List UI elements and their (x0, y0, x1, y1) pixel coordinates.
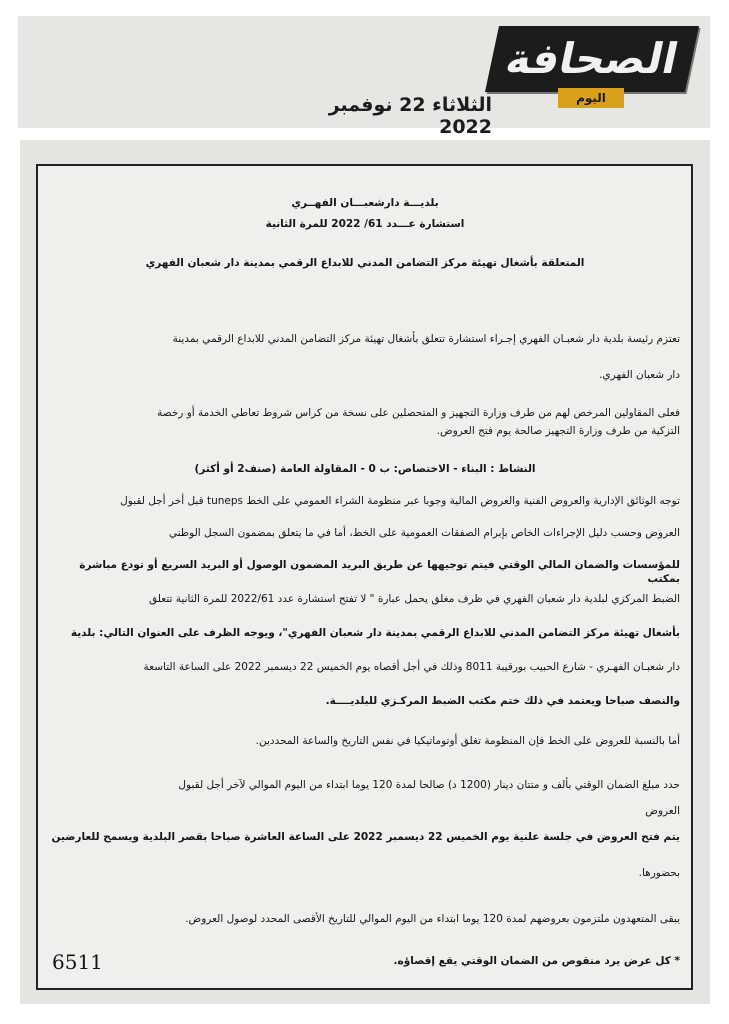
paragraph-3-line-2: العروض وحسب دليل الإجراءات الخاص بإبرام الصفقات العمومية على الخط، أما في ما يتعلق بمضمون السجل الوطني (168, 527, 680, 539)
logo-title: الصحافة (485, 26, 699, 92)
paragraph-1-line-1: تعتزم رئيسة بلدية دار شعبـان الفهري إجـراء استشارة تتعلق بأشغال تهيئة مركز التضامن المدني للابداع الرقمي بمدينة (172, 333, 680, 345)
paragraph-1-line-2: دار شعبان الفهري. (599, 369, 680, 381)
paragraph-4: أما بالنسبة للعروض على الخط فإن المنظومة تغلق أوتوماتيكيا في نفس التاريخ والساعة المحددين. (255, 735, 680, 747)
footnote: * كل عرض يرد منقوص من الضمان الوقتي يقع إقصاؤه. (393, 955, 680, 967)
municipality-name: بلديـــة دارشعبـــان الفهــري (291, 197, 439, 209)
paragraph-3-line-6: دار شعبـان الفهـري - شارع الحبيب بورقيبة 8011 وذلك في أجل أقصاه يوم الخميس 22 ديسمبر 2022 على الساعة التاسعة (143, 661, 680, 673)
newspaper-header (18, 16, 710, 138)
consultation-number: استشارة عـــدد 61/ 2022 للمرة الثانية (265, 218, 465, 230)
paragraph-3-line-7: والنصف صباحا ويعتمد في ذلك ختم مكتب الضبط المركـزي للبلديــــة. (325, 695, 680, 707)
paragraph-6-line-2: بحضورها. (638, 867, 680, 879)
logo-subtitle: اليوم (558, 88, 624, 108)
paragraph-3-line-4: الضبط المركزي لبلدية دار شعبان الفهري في ظرف مغلق يحمل عبارة " لا تفتح استشارة عدد 2022/61 للمرة الثانية تتعلق (149, 593, 680, 605)
activity-line: النشاط : البناء - الاختصاص: ب 0 - المقاولة العامة (صنف2 أو أكثر) (194, 463, 536, 475)
paragraph-2-line-1: فعلى المقاولين المرخص لهم من طرف وزارة التجهيز و المتحصلين على نسخة من كراس شروط تعاطي الخدمة أو رخصة (157, 407, 680, 419)
issue-date: الثلاثاء 22 نوفمبر 2022 (328, 94, 492, 138)
page-number: 6511 (52, 950, 103, 974)
paragraph-5-line-1: حدد مبلغ الضمان الوقتي بألف و متتان دينار (1200 د) صالحا لمدة 120 يوما ابتداء من اليوم الموالي لآخر أجل لقبول (178, 779, 680, 791)
paragraph-5-line-2: العروض (645, 805, 680, 817)
paragraph-3-line-1: توجه الوثائق الإدارية والعروض الفنية والعروض المالية وجوبا عبر منظومة الشراء العمومي على الخط tuneps قبل أخر أجل لقبول (120, 495, 680, 507)
paragraph-3-line-3: للمؤسسات والضمان المالي الوقتي فيتم توجيهها عن طريق البريد المضمون الوصول أو البريد السريع أو تودع مباشرة بمكتب (79, 559, 680, 586)
paragraph-7: يبقى المتعهدون ملتزمون بعروضهم لمدة 120 يوما ابتداء من اليوم الموالي للتاريخ الأقصى المحدد لوصول العروض. (185, 913, 680, 925)
consultation-subject: المتعلقة بأشغال تهيئة مركز التضامن المدني للابداع الرقمي بمدينة دار شعبان الفهري (145, 257, 585, 269)
paragraph-6-line-1: يتم فتح العروض في جلسة علنية يوم الخميس 22 ديسمبر 2022 على الساعة العاشرة صباحا بقصر البلدية ويسمح للعارضين (51, 831, 680, 843)
paragraph-2-line-2: التزكية من طرف وزارة التجهيز صالحة يوم فتح العروض. (436, 425, 680, 437)
paragraph-3-line-5: بأشغال تهيئة مركز التضامن المدني للابداع الرقمي بمدينة دار شعبان الفهري"، ويوجه الظرف على العنوان التالي: بلدية (70, 627, 680, 639)
newspaper-logo (492, 26, 692, 108)
